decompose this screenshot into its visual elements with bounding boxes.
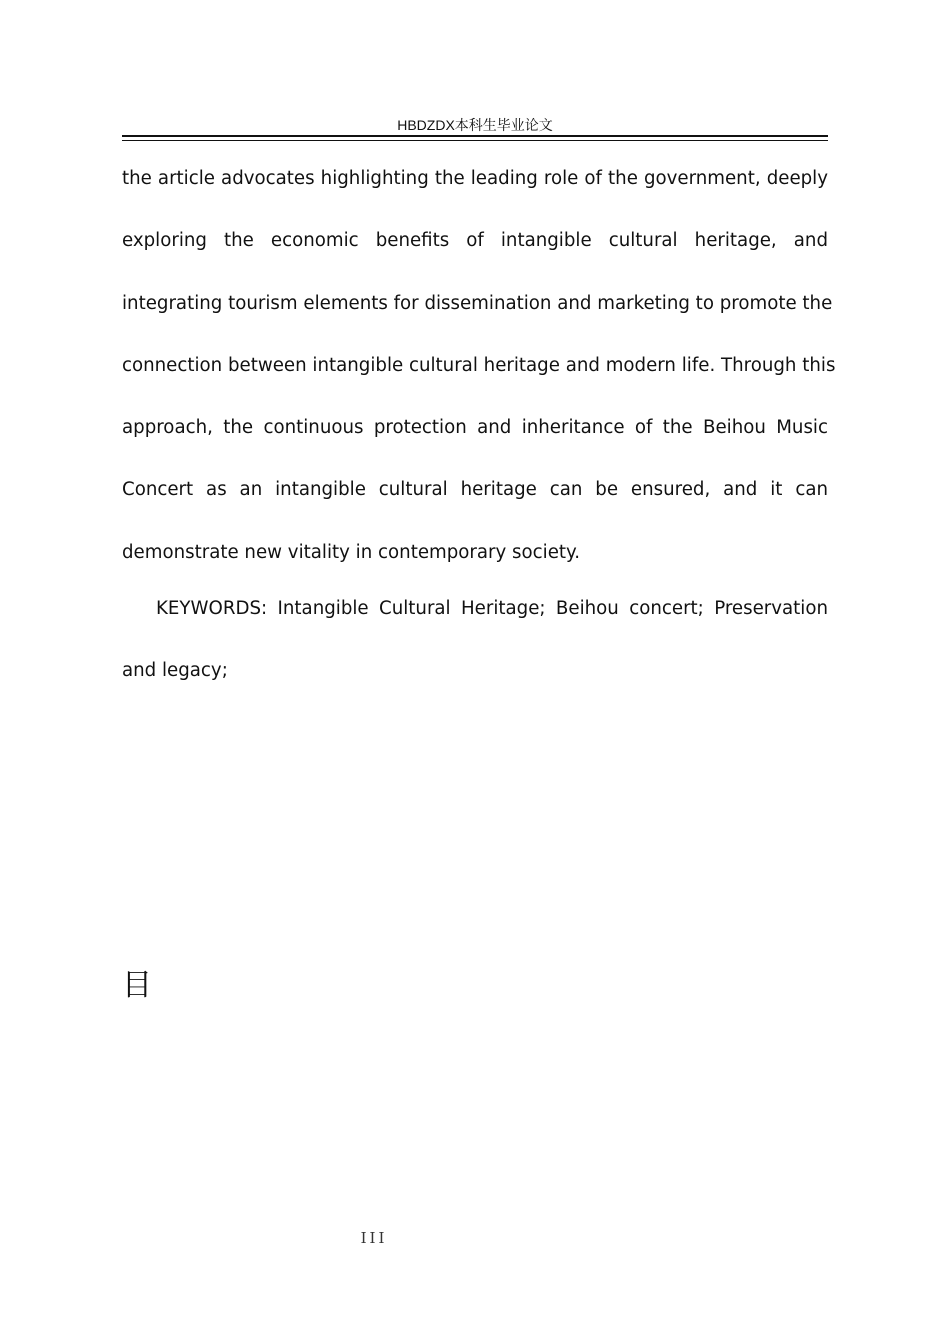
running-header: HBDZDX本科生毕业论文	[397, 117, 553, 133]
abstract-line: exploring the economic benefits of intangible cultural heritage, and	[122, 230, 828, 252]
page-number: III	[360, 1229, 388, 1247]
header-rule-thick	[122, 135, 828, 137]
abstract-line: integrating tourism elements for dissemination and marketing to promote the	[122, 292, 833, 314]
abstract-paragraph	[122, 148, 836, 584]
abstract-line: the article advocates highlighting the leading role of the government, deeply	[122, 168, 828, 189]
keywords-line: and legacy;	[122, 660, 228, 682]
keywords-line: KEYWORDS: Intangible Cultural Heritage; Beihou concert; Preservation	[156, 598, 828, 619]
toc-title: 目	[122, 968, 152, 1003]
header-rule-thin	[122, 140, 828, 141]
abstract-line: connection between intangible cultural heritage and modern life. Through this	[122, 354, 836, 376]
abstract-line: Concert as an intangible cultural heritage can be ensured, and it can	[122, 479, 828, 501]
abstract-line: demonstrate new vitality in contemporary society.	[122, 541, 580, 563]
abstract-line: approach, the continuous protection and inheritance of the Beihou Music	[122, 417, 828, 439]
keywords-paragraph	[122, 578, 828, 703]
